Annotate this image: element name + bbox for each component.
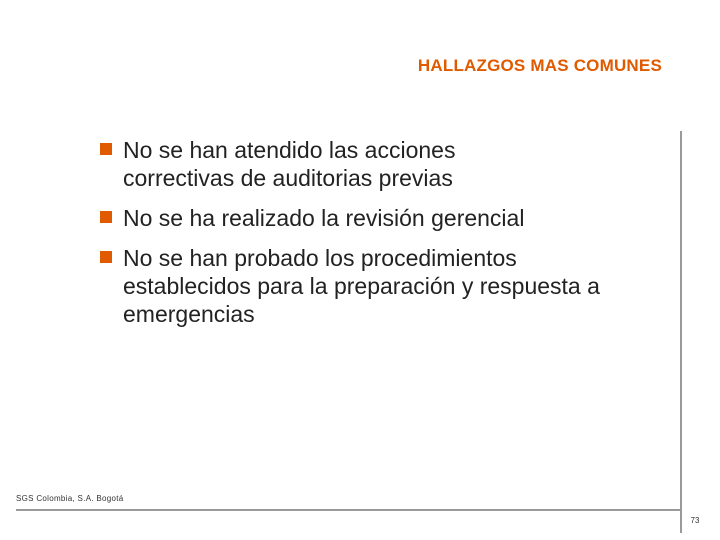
slide-title: HALLAZGOS MAS COMUNES [417, 56, 662, 75]
footer-company: SGS Colombia, S.A. Bogotá [16, 494, 124, 503]
bullet-item [100, 244, 623, 328]
bullet-text: No se han atendido las acciones correctivas de auditorias previas [123, 137, 456, 191]
bullet-text: No se han probado los procedimientos establecidos para la preparación y respuesta a emergencias [123, 245, 600, 327]
horizontal-divider [16, 509, 682, 511]
bullet-square-icon [100, 251, 112, 263]
bullet-item [100, 204, 643, 232]
bullet-text: No se ha realizado la revisión gerencial [123, 205, 525, 231]
page-number: 73 [690, 516, 700, 525]
bullet-list [100, 136, 660, 340]
bullet-square-icon [100, 211, 112, 223]
bullet-item [100, 136, 553, 192]
vertical-divider [680, 131, 682, 533]
bullet-square-icon [100, 143, 112, 155]
